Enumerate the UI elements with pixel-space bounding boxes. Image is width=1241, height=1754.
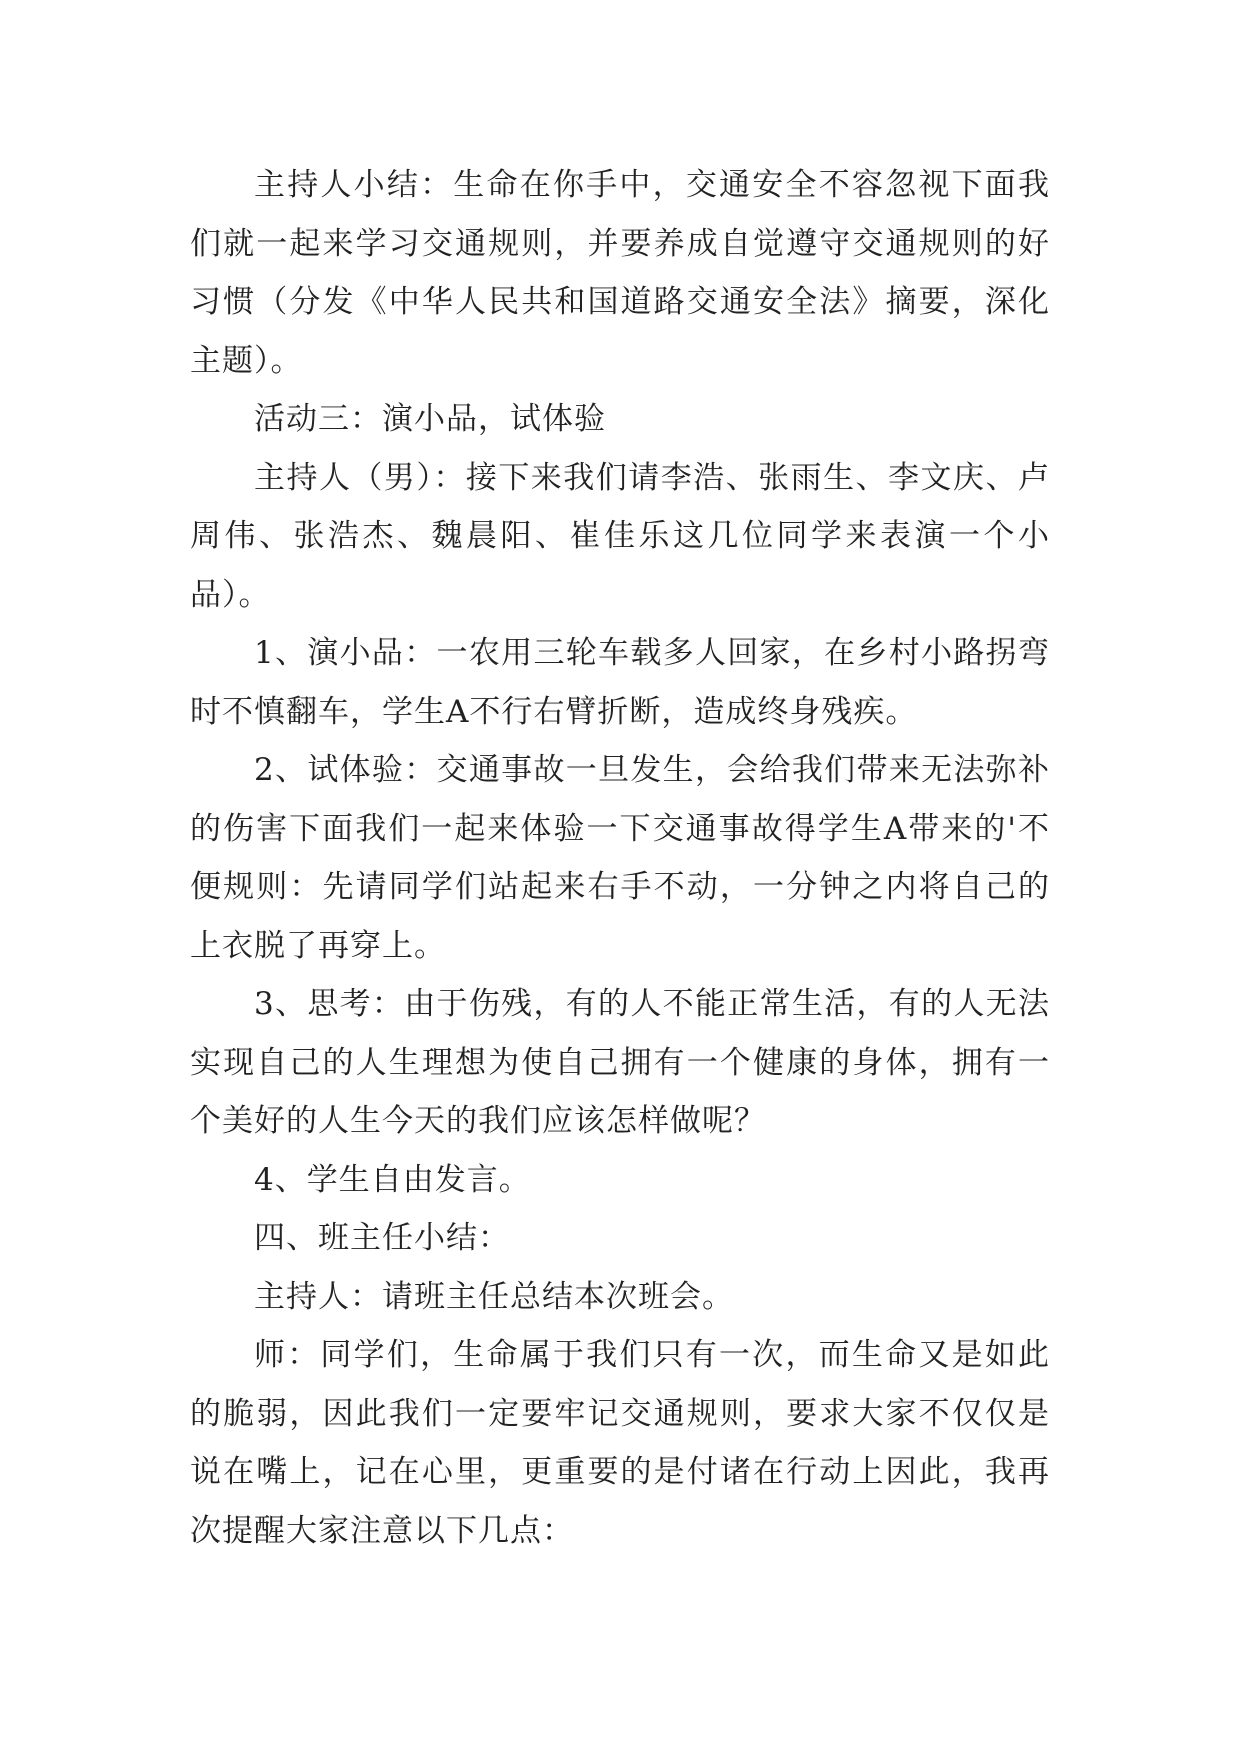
paragraph-item-3: 3、思考：由于伤残，有的人不能正常生活，有的人无法实现自己的人生理想为使自己拥有一个健康的身体，拥有一个美好的人生今天的我们应该怎样做呢？ xyxy=(190,986,1050,1139)
paragraph-host-request: 主持人：请班主任总结本次班会。 xyxy=(254,1278,734,1315)
paragraph-teacher: 师：同学们，生命属于我们只有一次，而生命又是如此的脆弱，因此我们一定要牢记交通规则，要求大家不仅仅是说在嘴上，记在心里，更重要的是付诸在行动上因此，我再次提醒大家注意以下几点： xyxy=(190,1337,1050,1549)
paragraph-item-1: 1、演小品：一农用三轮车载多人回家，在乡村小路拐弯时不慎翻车，学生A不行右臂折断，造成终身残疾。 xyxy=(190,635,1050,730)
paragraph-activity-three: 活动三：演小品，试体验 xyxy=(254,401,606,437)
paragraph-host-male: 主持人（男）：接下来我们请李浩、张雨生、李文庆、卢周伟、张浩杰、魏晨阳、崔佳乐这几位同学来表演一个小品）。 xyxy=(190,459,1050,613)
paragraph-item-4: 4、学生自由发言。 xyxy=(254,1161,531,1198)
document-body xyxy=(190,156,1050,1560)
paragraph-item-2: 2、试体验：交通事故一旦发生，会给我们带来无法弥补的伤害下面我们一起来体验一下交通事故得学生A带来的'不便规则：先请同学们站起来右手不动，一分钟之内将自己的上衣脱了再穿上。 xyxy=(190,752,1050,964)
paragraph-section-four: 四、班主任小结： xyxy=(254,1220,510,1256)
paragraph-host-summary: 主持人小结：生命在你手中，交通安全不容忽视下面我们就一起来学习交通规则，并要养成自觉遵守交通规则的好习惯（分发《中华人民共和国道路交通安全法》摘要，深化主题）。 xyxy=(190,167,1050,379)
